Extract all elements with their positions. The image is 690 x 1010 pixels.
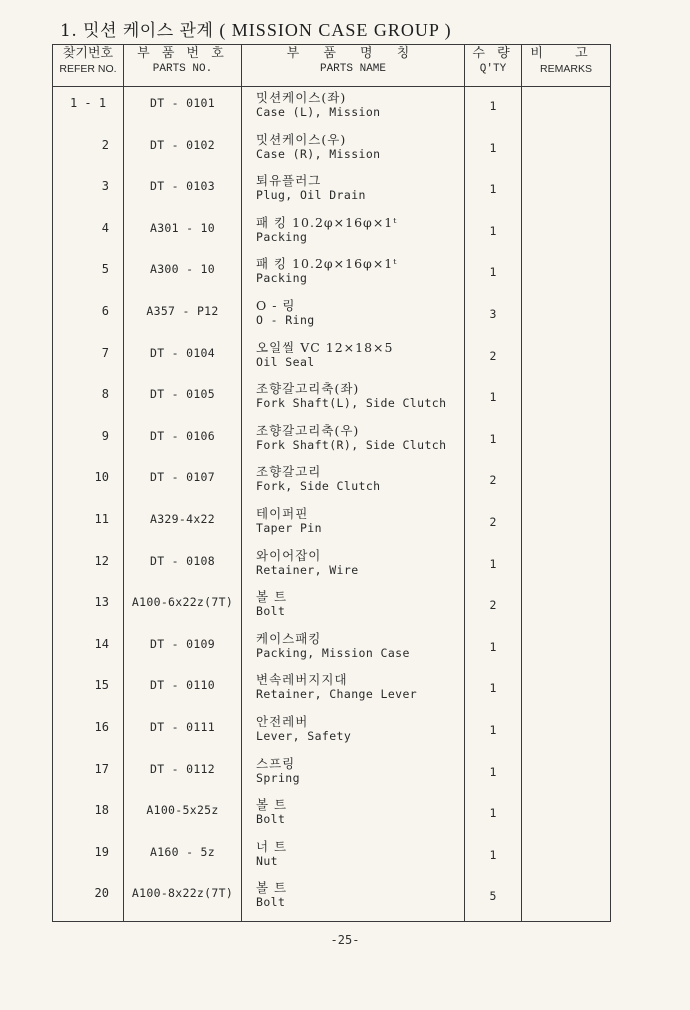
- cell-parts-no: [124, 380, 242, 422]
- qty-text: 2: [489, 514, 497, 529]
- parts-no-text: DT - 0112: [149, 761, 215, 776]
- parts-no-text: A100-5x25z: [146, 803, 219, 818]
- cell-parts-no: [124, 87, 242, 131]
- cell-refer-no: [53, 339, 124, 381]
- cell-refer-no: [53, 713, 124, 755]
- cell-parts-no: [124, 505, 242, 547]
- table-row: [53, 755, 611, 797]
- table-row: [53, 796, 611, 838]
- parts-name-en: Case (R), Mission: [256, 146, 381, 161]
- cell-qty: [465, 87, 522, 131]
- cell-remarks: [522, 547, 611, 589]
- cell-parts-no: [124, 131, 242, 173]
- table-row: [53, 297, 611, 339]
- cell-remarks: [522, 422, 611, 464]
- parts-name-en: Packing: [256, 271, 308, 286]
- cell-remarks: [522, 380, 611, 422]
- cell-parts-no: [124, 547, 242, 589]
- header-qty-ko: 수 량: [472, 46, 514, 61]
- table-row: [53, 630, 611, 672]
- cell-refer-no: [53, 255, 124, 297]
- table-row: [53, 671, 611, 713]
- parts-name-ko: 밋션케이스(좌): [256, 90, 347, 105]
- cell-parts-no: [124, 630, 242, 672]
- cell-qty: [465, 339, 522, 381]
- cell-parts-no: [124, 755, 242, 797]
- cell-parts-name: [242, 630, 465, 672]
- parts-no-text: A300 - 10: [149, 262, 215, 277]
- page-number: -25-: [330, 933, 360, 947]
- parts-table: [52, 44, 611, 922]
- qty-text: 1: [489, 764, 497, 779]
- parts-no-text: DT - 0107: [149, 470, 215, 485]
- qty-text: 1: [489, 99, 497, 113]
- cell-remarks: [522, 713, 611, 755]
- cell-refer-no: [53, 547, 124, 589]
- cell-refer-no: [53, 755, 124, 797]
- parts-name-en: Fork, Side Clutch: [256, 479, 381, 494]
- cell-parts-no: [124, 214, 242, 256]
- parts-name-en: Bolt: [256, 604, 286, 619]
- parts-name-en: Plug, Oil Drain: [256, 188, 366, 203]
- qty-text: 1: [489, 556, 497, 571]
- cell-parts-no: [124, 671, 242, 713]
- cell-qty: [465, 588, 522, 630]
- cell-refer-no: [53, 422, 124, 464]
- cell-remarks: [522, 255, 611, 297]
- parts-name-ko: 조향갈고리축(우): [256, 422, 360, 438]
- parts-name-en: Case (L), Mission: [256, 105, 381, 119]
- parts-name-ko: 패 킹 10.2φ×16φ×1ᵗ: [256, 214, 398, 230]
- parts-no-text: DT - 0103: [149, 179, 215, 194]
- parts-no-text: DT - 0108: [149, 553, 215, 568]
- cell-parts-name: [242, 505, 465, 547]
- cell-refer-no: [53, 630, 124, 672]
- header-remarks: [522, 45, 611, 87]
- cell-refer-no: [53, 505, 124, 547]
- header-parts-name-en: PARTS NAME: [319, 63, 386, 75]
- qty-text: 5: [489, 889, 497, 904]
- cell-qty: [465, 796, 522, 838]
- cell-refer-no: [53, 297, 124, 339]
- refer-no-text: 1 - 1: [69, 96, 107, 110]
- title-english: ( MISSION CASE GROUP ): [219, 20, 452, 40]
- parts-name-ko: 변속레버지지대: [256, 672, 348, 688]
- qty-text: 2: [489, 473, 497, 488]
- refer-no-text: 3: [101, 179, 109, 194]
- cell-refer-no: [53, 172, 124, 214]
- table-header-row: [53, 45, 611, 87]
- refer-no-text: 13: [94, 595, 109, 610]
- qty-text: 1: [489, 639, 497, 654]
- cell-refer-no: [53, 671, 124, 713]
- cell-qty: [465, 838, 522, 880]
- table-row: [53, 214, 611, 256]
- cell-parts-no: [124, 463, 242, 505]
- cell-remarks: [522, 755, 611, 797]
- table-row: [53, 339, 611, 381]
- header-remarks-ko: 비 고: [530, 46, 602, 61]
- parts-name-ko: 너 트: [256, 838, 288, 854]
- qty-text: 1: [489, 265, 497, 280]
- table-row: [53, 255, 611, 297]
- cell-qty: [465, 172, 522, 214]
- refer-no-text: 7: [101, 345, 109, 360]
- parts-name-ko: 볼 트: [256, 797, 288, 813]
- parts-no-text: A160 - 5z: [149, 844, 215, 859]
- cell-refer-no: [53, 838, 124, 880]
- cell-remarks: [522, 297, 611, 339]
- parts-no-text: DT - 0110: [149, 678, 215, 693]
- header-parts-no: [124, 45, 242, 87]
- parts-no-text: DT - 0104: [149, 345, 215, 360]
- parts-name-en: Bolt: [256, 812, 286, 827]
- cell-parts-name: [242, 796, 465, 838]
- qty-text: 1: [489, 140, 497, 155]
- refer-no-text: 5: [101, 262, 109, 277]
- cell-qty: [465, 755, 522, 797]
- refer-no-text: 18: [94, 803, 109, 818]
- parts-name-ko: 안전레버: [256, 713, 309, 729]
- cell-refer-no: [53, 214, 124, 256]
- cell-qty: [465, 214, 522, 256]
- parts-name-en: Spring: [256, 770, 300, 785]
- refer-no-text: 20: [94, 886, 109, 901]
- cell-parts-name: [242, 879, 465, 921]
- cell-refer-no: [53, 380, 124, 422]
- cell-parts-name: [242, 713, 465, 755]
- parts-name-ko: 테이퍼핀: [256, 505, 309, 521]
- table-row: [53, 87, 611, 131]
- title-number: 1.: [60, 21, 78, 41]
- cell-qty: [465, 297, 522, 339]
- cell-parts-name: [242, 214, 465, 256]
- header-parts-no-en: PARTS NO.: [152, 63, 213, 75]
- cell-remarks: [522, 630, 611, 672]
- cell-refer-no: [53, 131, 124, 173]
- parts-name-ko: 조향갈고리: [256, 464, 322, 480]
- parts-name-en: Taper Pin: [256, 520, 322, 535]
- cell-qty: [465, 879, 522, 921]
- parts-name-ko: 볼 트: [256, 589, 288, 605]
- cell-qty: [465, 380, 522, 422]
- cell-parts-no: [124, 422, 242, 464]
- refer-no-text: 9: [101, 428, 109, 443]
- table-row: [53, 713, 611, 755]
- qty-text: 1: [489, 223, 497, 238]
- header-parts-name-ko: 부 품 명 칭: [286, 46, 420, 61]
- parts-name-en: Oil Seal: [256, 354, 315, 369]
- parts-no-text: A329-4x22: [149, 511, 215, 526]
- cell-parts-name: [242, 838, 465, 880]
- parts-name-en: Fork Shaft(L), Side Clutch: [256, 396, 447, 411]
- header-refer-no: [53, 45, 124, 87]
- qty-text: 1: [489, 847, 497, 862]
- parts-name-en: Retainer, Wire: [256, 562, 359, 577]
- refer-no-text: 10: [94, 470, 109, 485]
- cell-parts-name: [242, 131, 465, 173]
- refer-no-text: 2: [101, 137, 109, 152]
- page-title: [60, 16, 452, 41]
- cell-parts-name: [242, 422, 465, 464]
- cell-parts-name: [242, 755, 465, 797]
- qty-text: 1: [489, 722, 497, 737]
- header-qty: [465, 45, 522, 87]
- cell-remarks: [522, 505, 611, 547]
- parts-name-ko: 패 킹 10.2φ×16φ×1ᵗ: [256, 256, 398, 272]
- cell-remarks: [522, 339, 611, 381]
- parts-no-text: A301 - 10: [149, 220, 215, 235]
- refer-no-text: 19: [94, 844, 109, 859]
- parts-no-text: DT - 0111: [149, 719, 215, 734]
- parts-no-text: DT - 0106: [149, 428, 215, 443]
- cell-parts-no: [124, 588, 242, 630]
- header-refer-no-en: REFER NO.: [59, 63, 117, 75]
- parts-name-ko: O - 링: [256, 297, 296, 313]
- qty-text: 1: [489, 681, 497, 696]
- table-row: [53, 505, 611, 547]
- cell-qty: [465, 463, 522, 505]
- cell-remarks: [522, 87, 611, 131]
- cell-parts-name: [242, 297, 465, 339]
- cell-parts-name: [242, 255, 465, 297]
- cell-parts-name: [242, 671, 465, 713]
- title-korean: 밋션 케이스 관계: [83, 21, 214, 41]
- cell-qty: [465, 713, 522, 755]
- refer-no-text: 8: [101, 387, 109, 402]
- cell-qty: [465, 671, 522, 713]
- cell-remarks: [522, 131, 611, 173]
- parts-name-ko: 스프링: [256, 755, 296, 771]
- cell-parts-name: [242, 172, 465, 214]
- cell-remarks: [522, 838, 611, 880]
- parts-name-en: Bolt: [256, 895, 286, 910]
- qty-text: 2: [489, 348, 497, 363]
- cell-qty: [465, 547, 522, 589]
- parts-table-body: [53, 87, 611, 922]
- cell-parts-name: [242, 547, 465, 589]
- parts-name-en: Fork Shaft(R), Side Clutch: [256, 437, 447, 452]
- qty-text: 1: [489, 806, 497, 821]
- refer-no-text: 14: [94, 636, 109, 651]
- qty-text: 1: [489, 431, 497, 446]
- table-row: [53, 172, 611, 214]
- cell-qty: [465, 131, 522, 173]
- parts-name-ko: 퇴유플러그: [256, 173, 322, 189]
- cell-parts-name: [242, 339, 465, 381]
- parts-name-ko: 밋션케이스(우): [256, 131, 347, 147]
- header-remarks-en: REMARKS: [540, 63, 592, 75]
- refer-no-text: 4: [101, 220, 109, 235]
- cell-remarks: [522, 671, 611, 713]
- refer-no-text: 17: [94, 761, 109, 776]
- cell-refer-no: [53, 87, 124, 131]
- refer-no-text: 6: [101, 303, 109, 318]
- parts-name-en: Retainer, Change Lever: [256, 687, 418, 702]
- parts-name-ko: 와이어잡이: [256, 547, 322, 563]
- parts-no-text: DT - 0109: [149, 636, 215, 651]
- cell-refer-no: [53, 588, 124, 630]
- qty-text: 1: [489, 182, 497, 197]
- qty-text: 1: [489, 390, 497, 405]
- refer-no-text: 12: [94, 553, 109, 568]
- cell-parts-name: [242, 380, 465, 422]
- cell-remarks: [522, 172, 611, 214]
- cell-qty: [465, 505, 522, 547]
- cell-parts-no: [124, 172, 242, 214]
- cell-remarks: [522, 214, 611, 256]
- cell-refer-no: [53, 879, 124, 921]
- header-parts-name: [242, 45, 465, 87]
- cell-remarks: [522, 588, 611, 630]
- qty-text: 3: [489, 306, 497, 321]
- cell-parts-no: [124, 838, 242, 880]
- cell-refer-no: [53, 463, 124, 505]
- cell-parts-name: [242, 588, 465, 630]
- parts-name-en: O - Ring: [256, 312, 315, 327]
- cell-qty: [465, 255, 522, 297]
- cell-remarks: [522, 463, 611, 505]
- header-parts-no-ko: 부 품 번 호: [137, 46, 228, 61]
- parts-name-ko: 오일씰 VC 12×18×5: [256, 339, 394, 355]
- cell-parts-no: [124, 796, 242, 838]
- table-row: [53, 879, 611, 921]
- parts-name-ko: 케이스패킹: [256, 630, 322, 646]
- cell-qty: [465, 630, 522, 672]
- cell-qty: [465, 422, 522, 464]
- parts-no-text: DT - 0105: [149, 387, 215, 402]
- table-row: [53, 463, 611, 505]
- parts-name-en: Packing: [256, 229, 308, 244]
- cell-parts-no: [124, 255, 242, 297]
- parts-no-text: A100-8x22z(7T): [131, 886, 234, 901]
- parts-no-text: A357 - P12: [146, 303, 219, 318]
- header-qty-en: Q'TY: [479, 63, 507, 75]
- table-row: [53, 422, 611, 464]
- parts-name-en: Packing, Mission Case: [256, 645, 410, 660]
- qty-text: 2: [489, 598, 497, 613]
- cell-parts-no: [124, 713, 242, 755]
- parts-name-en: Nut: [256, 853, 278, 868]
- refer-no-text: 11: [94, 511, 109, 526]
- refer-no-text: 16: [94, 719, 109, 734]
- cell-remarks: [522, 796, 611, 838]
- table-row: [53, 838, 611, 880]
- parts-no-text: DT - 0101: [149, 96, 215, 110]
- cell-parts-no: [124, 297, 242, 339]
- table-row: [53, 547, 611, 589]
- table-row: [53, 131, 611, 173]
- cell-parts-name: [242, 87, 465, 131]
- parts-name-en: Lever, Safety: [256, 728, 352, 743]
- parts-no-text: DT - 0102: [149, 137, 215, 152]
- cell-parts-no: [124, 339, 242, 381]
- header-refer-no-ko: 찾기번호: [62, 46, 114, 61]
- cell-remarks: [522, 879, 611, 921]
- parts-name-ko: 조향갈고리축(좌): [256, 381, 360, 397]
- cell-parts-name: [242, 463, 465, 505]
- table-row: [53, 380, 611, 422]
- refer-no-text: 15: [94, 678, 109, 693]
- parts-no-text: A100-6x22z(7T): [131, 595, 234, 610]
- parts-name-ko: 볼 트: [256, 880, 288, 896]
- table-row: [53, 588, 611, 630]
- cell-refer-no: [53, 796, 124, 838]
- cell-parts-no: [124, 879, 242, 921]
